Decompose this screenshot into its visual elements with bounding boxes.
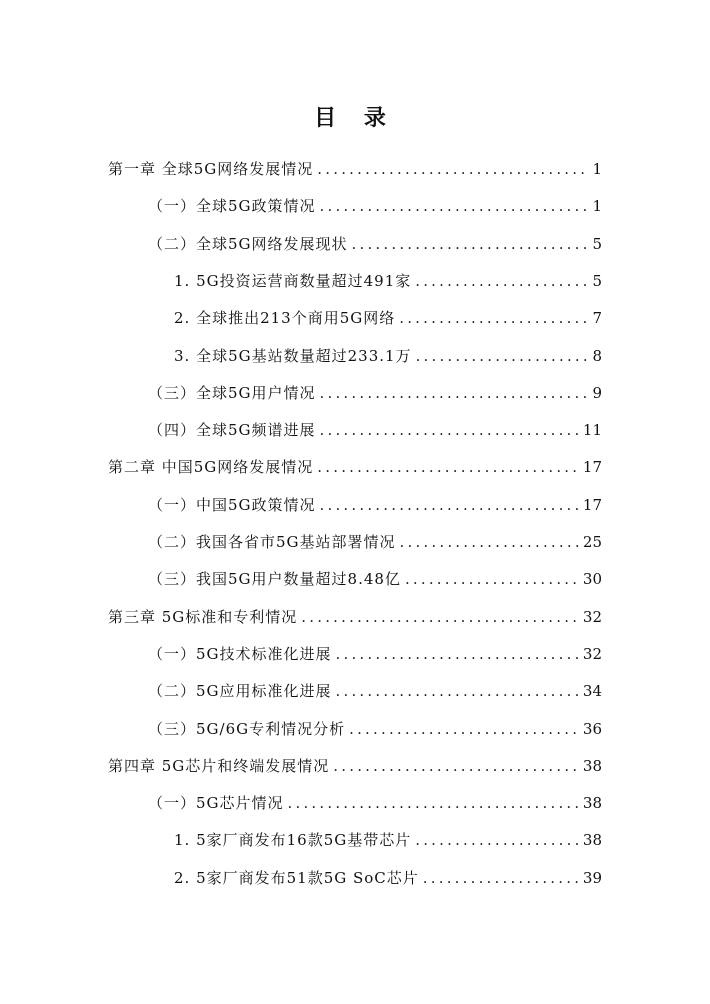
- toc-entry[interactable]: [148, 790, 602, 816]
- toc-entry[interactable]: [148, 417, 602, 443]
- toc-entry[interactable]: [108, 604, 602, 630]
- toc-entry-title: （一）中国5G政策情况: [148, 496, 316, 514]
- toc-entry-title: 2. 5家厂商发布51款5G SoC芯片: [174, 869, 419, 887]
- dot-leader: [333, 753, 580, 779]
- toc-entry[interactable]: [174, 865, 602, 891]
- toc-entry-title: （一）5G技术标准化进展: [148, 645, 332, 663]
- toc-entry-page-number: 38: [582, 757, 602, 775]
- toc-entry-title: （四）全球5G频谱进展: [148, 421, 316, 439]
- toc-entry[interactable]: [148, 231, 602, 257]
- toc-entry[interactable]: [174, 343, 602, 369]
- toc-entry[interactable]: [148, 380, 602, 406]
- toc-entry-title: （三）全球5G用户情况: [148, 384, 316, 402]
- dot-leader: [400, 529, 580, 555]
- toc-entry-page-number: 5: [592, 272, 602, 290]
- toc-entry-page-number: 11: [582, 421, 602, 439]
- dot-leader: [349, 716, 580, 742]
- dot-leader: [399, 305, 589, 331]
- toc-entry-title: 1. 5G投资运营商数量超过491家: [174, 272, 412, 290]
- dot-leader: [288, 790, 580, 816]
- toc-entry-page-number: 7: [592, 309, 602, 327]
- toc-entry-page-number: 32: [582, 608, 602, 626]
- toc-entry-title: 第三章 5G标准和专利情况: [108, 608, 298, 626]
- toc-entry-title: 第二章 中国5G网络发展情况: [108, 458, 314, 476]
- toc-entry-title: （三）5G/6G专利情况分析: [148, 720, 346, 738]
- toc-entry[interactable]: [148, 193, 602, 219]
- dot-leader: [352, 231, 590, 257]
- toc-entry-title: 第四章 5G芯片和终端发展情况: [108, 757, 330, 775]
- dot-leader: [415, 268, 589, 294]
- toc-entry-page-number: 1: [592, 160, 602, 178]
- toc-entry-page-number: 1: [592, 197, 602, 215]
- dot-leader: [336, 641, 580, 667]
- dot-leader: [405, 566, 580, 592]
- toc-entry-page-number: 38: [582, 831, 602, 849]
- toc-entry-page-number: 38: [582, 794, 602, 812]
- dot-leader: [320, 417, 580, 443]
- toc-entry[interactable]: [148, 641, 602, 667]
- toc-entry-title: （二）我国各省市5G基站部署情况: [148, 533, 396, 551]
- toc-entry[interactable]: [108, 156, 602, 182]
- toc-entry-title: （二）5G应用标准化进展: [148, 682, 332, 700]
- dot-leader: [423, 865, 580, 891]
- dot-leader: [317, 156, 589, 182]
- toc-entry-page-number: 30: [582, 570, 602, 588]
- toc-entry[interactable]: [174, 305, 602, 331]
- toc-entry[interactable]: [174, 268, 602, 294]
- toc-entry[interactable]: [108, 454, 602, 480]
- toc-entry-page-number: 36: [582, 720, 602, 738]
- dot-leader: [336, 678, 580, 704]
- dot-leader: [301, 604, 580, 630]
- toc-entry-page-number: 5: [592, 235, 602, 253]
- toc-entry-page-number: 25: [582, 533, 602, 551]
- dot-leader: [416, 343, 590, 369]
- toc-entry-title: （一）全球5G政策情况: [148, 197, 316, 215]
- dot-leader: [320, 193, 590, 219]
- toc-entry[interactable]: [148, 716, 602, 742]
- toc-entry-page-number: 17: [582, 496, 602, 514]
- dot-leader: [320, 380, 590, 406]
- toc-entry-title: 1. 5家厂商发布16款5G基带芯片: [174, 831, 412, 849]
- dot-leader: [320, 492, 580, 518]
- toc-entry-page-number: 8: [592, 347, 602, 365]
- toc-entry[interactable]: [174, 827, 602, 853]
- toc-entry[interactable]: [148, 566, 602, 592]
- toc-entry-page-number: 34: [582, 682, 602, 700]
- toc-entry-title: 2. 全球推出213个商用5G网络: [174, 309, 396, 327]
- toc-entry-title: 3. 全球5G基站数量超过233.1万: [174, 347, 412, 365]
- dot-leader: [415, 827, 580, 853]
- toc-entry[interactable]: [148, 529, 602, 555]
- toc-entry-title: （三）我国5G用户数量超过8.48亿: [148, 570, 401, 588]
- toc-title: 目 录: [314, 105, 396, 131]
- toc-entry[interactable]: [148, 492, 602, 518]
- toc-entry[interactable]: [148, 678, 602, 704]
- toc-entry-title: （一）5G芯片情况: [148, 794, 284, 812]
- toc-entry-page-number: 32: [582, 645, 602, 663]
- toc-entry-title: 第一章 全球5G网络发展情况: [108, 160, 314, 178]
- toc-entry-page-number: 39: [582, 869, 602, 887]
- dot-leader: [317, 454, 580, 480]
- toc-entry-page-number: 9: [592, 384, 602, 402]
- toc-entry[interactable]: [108, 753, 602, 779]
- toc-entry-page-number: 17: [582, 458, 602, 476]
- toc-entry-title: （二）全球5G网络发展现状: [148, 235, 348, 253]
